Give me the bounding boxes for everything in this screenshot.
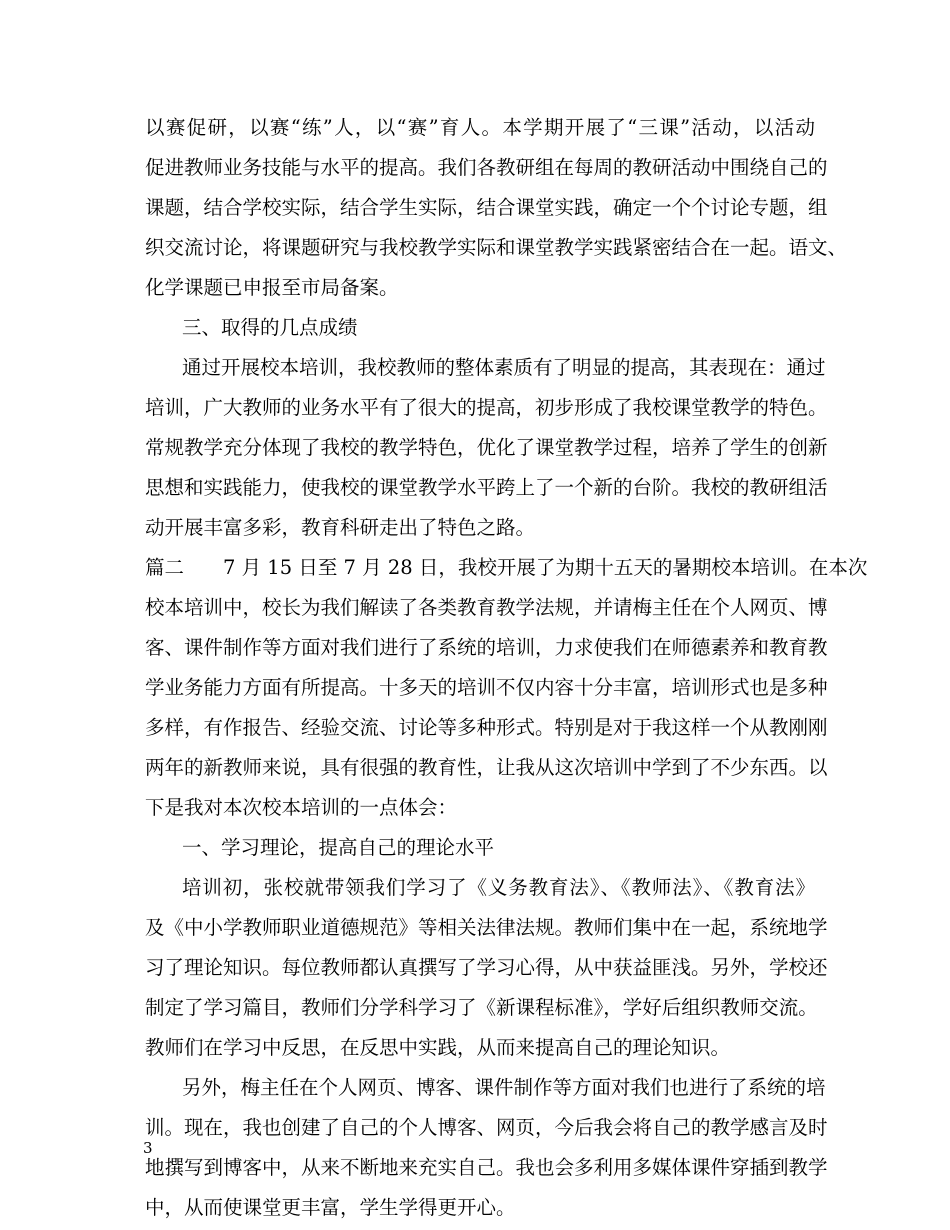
paragraph-line: 校本培训中，校长为我们解读了各类教育教学法规，并请梅主任在个人网页、博 [145, 596, 828, 619]
paragraph-line: 织交流讨论，将课题研究与我校教学实际和课堂教学实践紧密结合在一起。语文、 [145, 236, 848, 259]
paragraph-line: 思想和实践能力，使我校的课堂教学水平跨上了一个新的台阶。我校的教研组活 [145, 476, 828, 499]
paragraph-line: 教师们在学习中反思，在反思中实践，从而来提高自己的理论知识。 [145, 1036, 731, 1059]
paragraph-line: 篇二 7 月 15 日至 7 月 28 日，我校开展了为期十五天的暑期校本培训。在本次 [145, 556, 868, 579]
paragraph-line: 另外，梅主任在个人网页、博客、课件制作等方面对我们也进行了系统的培 [182, 1076, 826, 1099]
paragraph-line: 化学课题已申报至市局备案。 [145, 276, 399, 299]
paragraph-line: 训。现在，我也创建了自己的个人博客、网页，今后我会将自己的教学感言及时 [145, 1116, 828, 1139]
section-heading: 一、学习理论，提高自己的理论水平 [182, 836, 495, 859]
paragraph-line: 课题，结合学校实际，结合学生实际，结合课堂实践，确定一个个讨论专题，组 [145, 196, 828, 219]
paragraph-line: 地撰写到博客中，从来不断地来充实自己。我也会多利用多媒体课件穿插到教学 [145, 1156, 828, 1179]
paragraph-line: 习了理论知识。每位教师都认真撰写了学习心得，从中获益匪浅。另外，学校还 [145, 956, 828, 979]
paragraph-line: 促进教师业务技能与水平的提高。我们各教研组在每周的教研活动中围绕自己的 [145, 156, 828, 179]
paragraph-line: 制定了学习篇目，教师们分学科学习了《新课程标准》，学好后组织教师交流。 [145, 996, 818, 1019]
paragraph-line: 客、课件制作等方面对我们进行了系统的培训，力求使我们在师德素养和教育教 [145, 636, 828, 659]
paragraph-line: 动开展丰富多彩，教育科研走出了特色之路。 [145, 516, 536, 539]
paragraph-line: 以赛促研，以赛“练”人，以“赛”育人。本学期开展了“三课”活动，以活动 [145, 116, 815, 139]
paragraph-line: 下是我对本次校本培训的一点体会： [145, 796, 458, 819]
paragraph-line: 及《中小学教师职业道德规范》等相关法律法规。教师们集中在一起，系统地学 [145, 916, 828, 939]
paragraph-line: 两年的新教师来说，具有很强的教育性，让我从这次培训中学到了不少东西。以 [145, 756, 828, 779]
paragraph-line: 培训，广大教师的业务水平有了很大的提高，初步形成了我校课堂教学的特色。 [145, 396, 828, 419]
page-number: 3 [143, 1139, 153, 1157]
paragraph-line: 中，从而使课堂更丰富，学生学得更开心。 [145, 1196, 516, 1219]
paragraph-line: 培训初，张校就带领我们学习了《义务教育法》、《教师法》、《教育法》 [182, 876, 815, 899]
paragraph-line: 常规教学充分体现了我校的教学特色，优化了课堂教学过程，培养了学生的创新 [145, 436, 828, 459]
section-heading: 三、取得的几点成绩 [182, 316, 358, 339]
paragraph-line: 通过开展校本培训，我校教师的整体素质有了明显的提高，其表现在：通过 [182, 356, 826, 379]
paragraph-line: 多样，有作报告、经验交流、讨论等多种形式。特别是对于我这样一个从教刚刚 [145, 716, 828, 739]
paragraph-line: 学业务能力方面有所提高。十多天的培训不仅内容十分丰富，培训形式也是多种 [145, 676, 828, 699]
